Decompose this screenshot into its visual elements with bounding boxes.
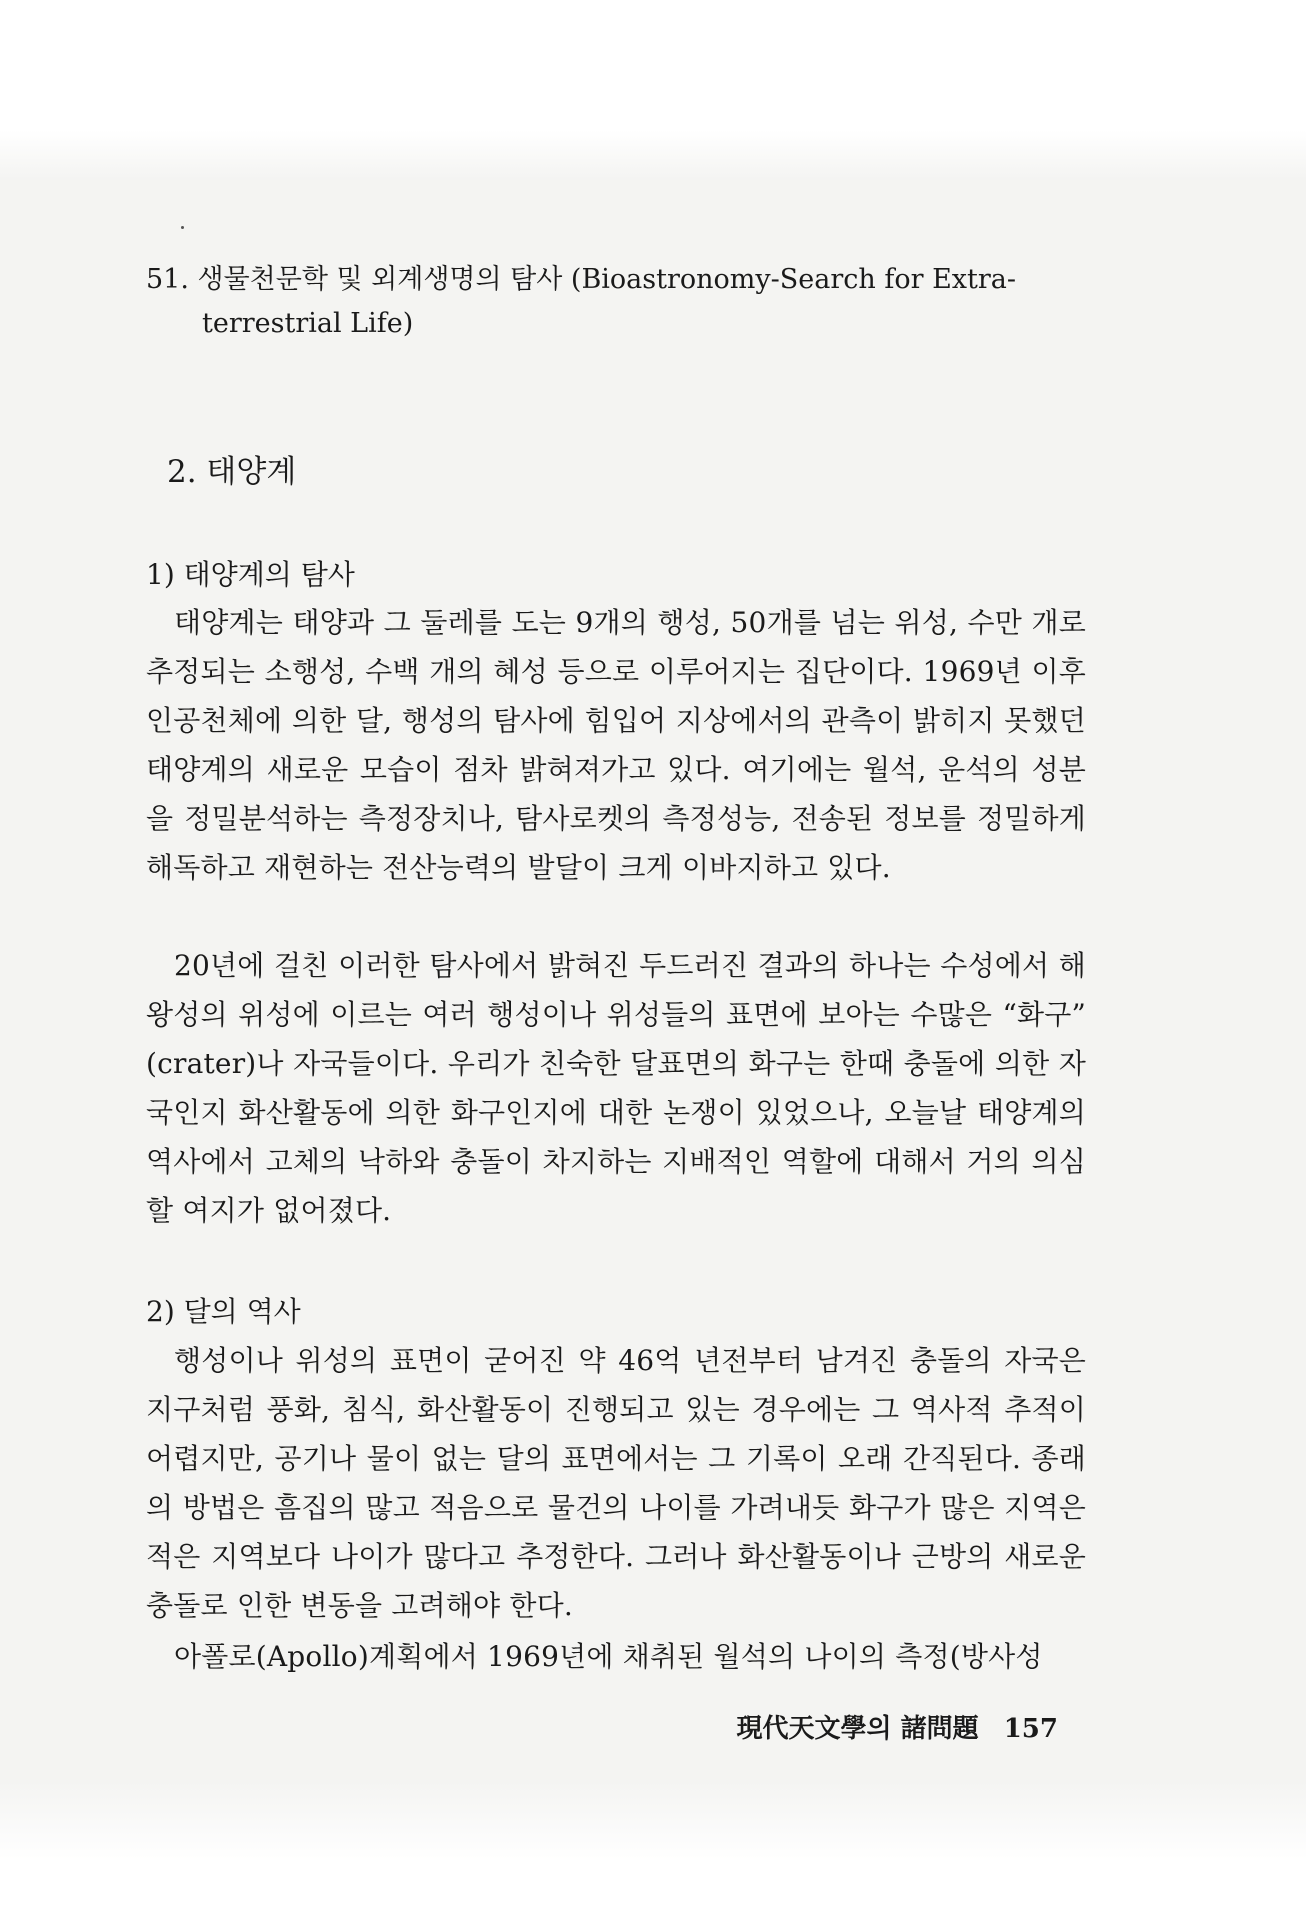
subsection-2-paragraph-1: 행성이나 위성의 표면이 굳어진 약 46억 년전부터 남겨진 충돌의 자국은 지구처럼 풍화, 침식, 화산활동이 진행되고 있는 경우에는 그 역사적 추적이 어렵지만, 공기나 물이 없는 달의 표면에서는 그 기록이 오래 간직된다. 종래의 방법은 흠집의 많고 적음으로 물건의 나이를 가려내듯 화구가 많은 지역은 적은 지역보다 나이가 많다고 추정한다. 그러나 화산활동이나 근방의 새로운 충돌로 인한 변동을 고려해야 한다. — [146, 1344, 1086, 1622]
subsection-2-paragraph-1-wrap — [146, 1336, 1086, 1630]
reference-text — [146, 258, 1116, 346]
reference-entry — [146, 258, 1086, 346]
subsection-2-title: 2) 달의 역사 — [146, 1295, 301, 1328]
subsection-2-paragraph-2: 아폴로(Apollo)계획에서 1969년에 채취된 월석의 나이의 측정(방사성 — [174, 1640, 1043, 1673]
subsection-1-paragraph-2: 20년에 걸친 이러한 탐사에서 밝혀진 두드러진 결과의 하나는 수성에서 해왕성의 위성에 이르는 여러 행성이나 위성들의 표면에 보아는 수많은 “화구” (crater)나 자국들이다. 우리가 친숙한 달표면의 화구는 한때 충돌에 의한 자국인지 화산활동에 의한 화구인지에 대한 논쟁이 있었으나, 오늘날 태양계의 역사에서 고체의 낙하와 충돌이 차지하는 지배적인 역할에 대해서 거의 의심할 여지가 없어졌다. — [146, 949, 1086, 1227]
subsection-1-paragraph-2-wrap — [146, 941, 1086, 1235]
reference-line-1: 51. 생물천문학 및 외계생명의 탐사 (Bioastronomy-Search for Extra- — [146, 264, 1016, 295]
subsection-2-heading-wrap — [146, 1292, 1086, 1332]
subsection-2-paragraph-2-wrap — [146, 1632, 1086, 1681]
subsection-1-title: 1) 태양계의 탐사 — [146, 558, 355, 591]
subsection-1-heading-wrap — [146, 555, 1086, 595]
scan-speck — [181, 226, 184, 229]
reference-line-2: terrestrial Life) — [202, 308, 414, 339]
page-number: 157 — [1003, 1714, 1058, 1744]
section-title: 2. 태양계 — [167, 454, 297, 490]
subsection-1-paragraph-1: 태양계는 태양과 그 둘레를 도는 9개의 행성, 50개를 넘는 위성, 수만 개로 추정되는 소행성, 수백 개의 혜성 등으로 이루어지는 집단이다. 1969년 이후 인공천체에 의한 달, 행성의 탐사에 힘입어 지상에서의 관측이 밝히지 못했던 태양계의 새로운 모습이 점차 밝혀져가고 있다. 여기에는 월석, 운석의 성분을 정밀분석하는 측정장치나, 탐사로켓의 측정성능, 전송된 정보를 정밀하게 해독하고 재현하는 전산능력의 발달이 크게 이바지하고 있다. — [146, 606, 1086, 884]
running-footer — [736, 1712, 1058, 1746]
subsection-1-paragraph-1-wrap — [146, 598, 1086, 892]
running-title: 現代天文學의 諸問題 — [736, 1714, 979, 1744]
